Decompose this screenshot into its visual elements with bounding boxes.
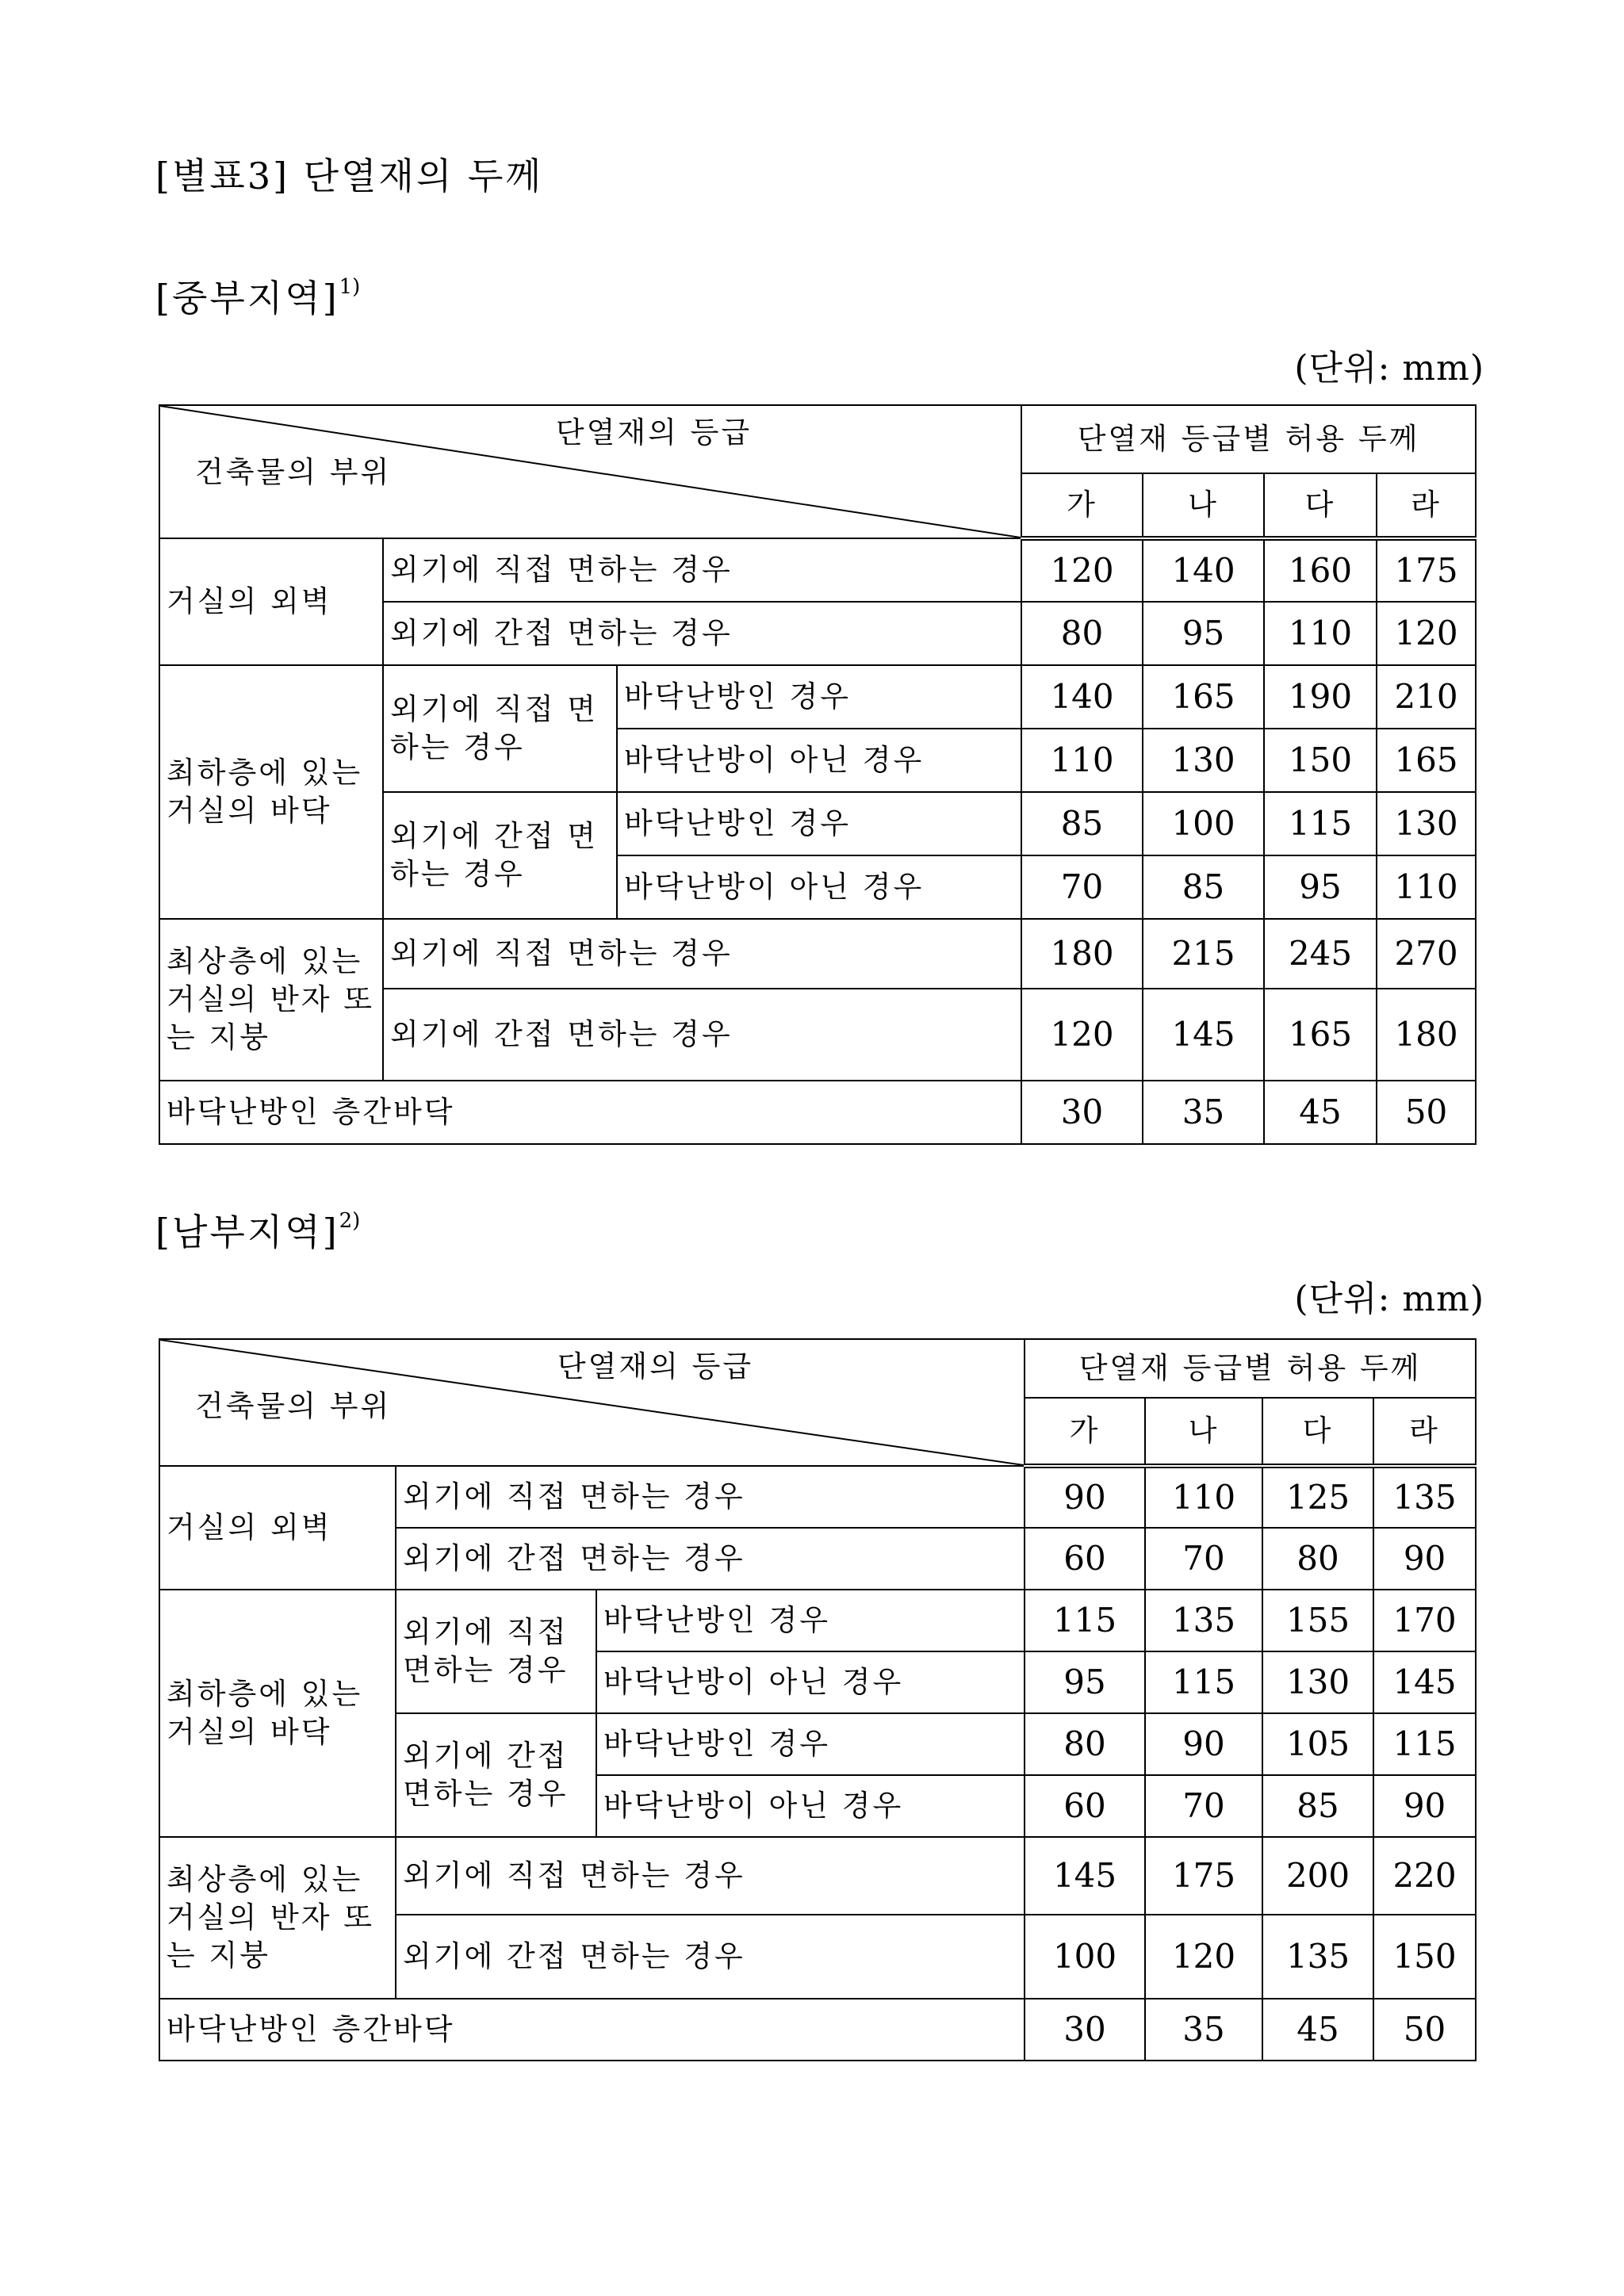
value-cell: 160	[1264, 538, 1377, 602]
central-region-heading	[155, 270, 360, 322]
value-cell: 100	[1143, 792, 1264, 855]
value-cell: 165	[1264, 989, 1377, 1081]
value-cell: 120	[1021, 538, 1143, 602]
central-floor-direct-unheated-label: 바닥난방이 아닌 경우	[617, 729, 1021, 792]
value-cell: 110	[1145, 1466, 1262, 1528]
southern-wall-label: 거실의 외벽	[159, 1466, 396, 1590]
southern-roof-indirect-label: 외기에 간접 면하는 경우	[396, 1915, 1025, 1999]
value-cell: 245	[1264, 919, 1377, 989]
value-cell: 210	[1377, 665, 1476, 729]
value-cell: 150	[1373, 1915, 1476, 1999]
value-cell: 215	[1143, 919, 1264, 989]
value-cell: 220	[1373, 1837, 1476, 1915]
value-cell: 125	[1262, 1466, 1373, 1528]
southern-roof-direct-label: 외기에 직접 면하는 경우	[396, 1837, 1025, 1915]
central-roof-indirect-label: 외기에 간접 면하는 경우	[383, 989, 1021, 1081]
southern-part-label: 건축물의 부위	[195, 1389, 392, 1423]
table-row	[159, 1466, 1476, 1528]
central-thickness-header: 단열재 등급별 허용 두께	[1021, 405, 1476, 473]
value-cell: 45	[1262, 1999, 1373, 2061]
southern-grade-label: 단열재의 등급	[557, 1349, 754, 1383]
value-cell: 190	[1264, 665, 1377, 729]
value-cell: 200	[1262, 1837, 1373, 1915]
southern-wall-indirect-label: 외기에 간접 면하는 경우	[396, 1528, 1025, 1590]
southern-wall-direct-label: 외기에 직접 면하는 경우	[396, 1466, 1025, 1528]
value-cell: 60	[1025, 1528, 1145, 1590]
central-grade-na: 나	[1143, 473, 1264, 538]
value-cell: 130	[1143, 729, 1264, 792]
southern-floor-indirect-heated-label: 바닥난방인 경우	[596, 1713, 1025, 1775]
central-grade-label: 단열재의 등급	[555, 415, 753, 450]
central-floor-indirect-heated-label: 바닥난방인 경우	[617, 792, 1021, 855]
table-row	[159, 1081, 1476, 1144]
value-cell: 50	[1373, 1999, 1476, 2061]
southern-unit-label: (단위: mm)	[1294, 1279, 1484, 1319]
value-cell: 130	[1262, 1651, 1373, 1713]
value-cell: 35	[1143, 1081, 1264, 1144]
central-floor-indirect-label: 외기에 간접 면하는 경우	[383, 792, 617, 919]
value-cell: 165	[1377, 729, 1476, 792]
value-cell: 95	[1143, 602, 1264, 665]
value-cell: 95	[1025, 1651, 1145, 1713]
value-cell: 70	[1145, 1775, 1262, 1837]
value-cell: 270	[1377, 919, 1476, 989]
southern-footnote-mark: 2)	[339, 1209, 361, 1233]
central-roof-label: 최상층에 있는 거실의 반자 또는 지붕	[159, 919, 383, 1081]
central-floor-indirect-unheated-label: 바닥난방이 아닌 경우	[617, 855, 1021, 919]
southern-thickness-table	[159, 1338, 1477, 2061]
central-floor-label: 최하층에 있는 거실의 바닥	[159, 665, 383, 919]
table-row	[159, 919, 1476, 989]
value-cell: 115	[1145, 1651, 1262, 1713]
central-grade-da: 다	[1264, 473, 1377, 538]
value-cell: 100	[1025, 1915, 1145, 1999]
value-cell: 175	[1145, 1837, 1262, 1915]
central-thickness-table	[159, 404, 1477, 1145]
value-cell: 110	[1021, 729, 1143, 792]
central-roof-direct-label: 외기에 직접 면하는 경우	[383, 919, 1021, 989]
value-cell: 35	[1145, 1999, 1262, 2061]
value-cell: 50	[1377, 1081, 1476, 1144]
table-row	[159, 665, 1476, 729]
southern-floor-indirect-unheated-label: 바닥난방이 아닌 경우	[596, 1775, 1025, 1837]
central-footnote-mark: 1)	[339, 275, 361, 299]
value-cell: 145	[1025, 1837, 1145, 1915]
value-cell: 150	[1264, 729, 1377, 792]
value-cell: 85	[1143, 855, 1264, 919]
central-header-diagonal-cell	[159, 405, 1021, 538]
central-interfloor-label: 바닥난방인 층간바닥	[159, 1081, 1021, 1144]
southern-grade-ga: 가	[1025, 1398, 1145, 1466]
value-cell: 140	[1143, 538, 1264, 602]
value-cell: 180	[1377, 989, 1476, 1081]
value-cell: 145	[1373, 1651, 1476, 1713]
value-cell: 120	[1021, 989, 1143, 1081]
value-cell: 60	[1025, 1775, 1145, 1837]
value-cell: 115	[1025, 1590, 1145, 1651]
value-cell: 115	[1264, 792, 1377, 855]
value-cell: 170	[1373, 1590, 1476, 1651]
value-cell: 180	[1021, 919, 1143, 989]
southern-grade-ra: 라	[1373, 1398, 1476, 1466]
value-cell: 85	[1021, 792, 1143, 855]
value-cell: 80	[1262, 1528, 1373, 1590]
value-cell: 110	[1264, 602, 1377, 665]
value-cell: 80	[1025, 1713, 1145, 1775]
value-cell: 45	[1264, 1081, 1377, 1144]
value-cell: 155	[1262, 1590, 1373, 1651]
value-cell: 175	[1377, 538, 1476, 602]
value-cell: 30	[1021, 1081, 1143, 1144]
table-row	[159, 538, 1476, 602]
southern-floor-direct-label: 외기에 직접 면하는 경우	[396, 1590, 596, 1713]
value-cell: 85	[1262, 1775, 1373, 1837]
value-cell: 90	[1025, 1466, 1145, 1528]
southern-region-heading	[155, 1203, 360, 1256]
central-unit-label: (단위: mm)	[1294, 348, 1484, 388]
central-part-label: 건축물의 부위	[195, 455, 392, 489]
table-row	[159, 1590, 1476, 1651]
value-cell: 30	[1025, 1999, 1145, 2061]
value-cell: 90	[1145, 1713, 1262, 1775]
southern-interfloor-label: 바닥난방인 층간바닥	[159, 1999, 1025, 2061]
value-cell: 135	[1262, 1915, 1373, 1999]
value-cell: 115	[1373, 1713, 1476, 1775]
southern-floor-direct-heated-label: 바닥난방인 경우	[596, 1590, 1025, 1651]
southern-thickness-header: 단열재 등급별 허용 두께	[1025, 1339, 1476, 1398]
central-floor-direct-heated-label: 바닥난방인 경우	[617, 665, 1021, 729]
southern-grade-na: 나	[1145, 1398, 1262, 1466]
central-grade-ra: 라	[1377, 473, 1476, 538]
southern-header-diagonal-cell	[159, 1339, 1025, 1466]
value-cell: 130	[1377, 792, 1476, 855]
central-heading-text: [중부지역]	[155, 277, 339, 320]
value-cell: 80	[1021, 602, 1143, 665]
southern-floor-label: 최하층에 있는 거실의 바닥	[159, 1590, 396, 1837]
central-floor-direct-label: 외기에 직접 면하는 경우	[383, 665, 617, 792]
value-cell: 90	[1373, 1775, 1476, 1837]
value-cell: 135	[1373, 1466, 1476, 1528]
central-wall-direct-label: 외기에 직접 면하는 경우	[383, 538, 1021, 602]
central-wall-indirect-label: 외기에 간접 면하는 경우	[383, 602, 1021, 665]
southern-roof-label: 최상층에 있는 거실의 반자 또는 지붕	[159, 1837, 396, 1999]
value-cell: 90	[1373, 1528, 1476, 1590]
table-row	[159, 1837, 1476, 1915]
value-cell: 95	[1264, 855, 1377, 919]
central-grade-ga: 가	[1021, 473, 1143, 538]
value-cell: 120	[1145, 1915, 1262, 1999]
table-row	[159, 1999, 1476, 2061]
central-wall-label: 거실의 외벽	[159, 538, 383, 665]
southern-floor-direct-unheated-label: 바닥난방이 아닌 경우	[596, 1651, 1025, 1713]
value-cell: 165	[1143, 665, 1264, 729]
page-title: [별표3] 단열재의 두께	[155, 155, 543, 197]
southern-grade-da: 다	[1262, 1398, 1373, 1466]
value-cell: 105	[1262, 1713, 1373, 1775]
value-cell: 120	[1377, 602, 1476, 665]
value-cell: 110	[1377, 855, 1476, 919]
southern-heading-text: [남부지역]	[155, 1211, 339, 1253]
southern-floor-indirect-label: 외기에 간접 면하는 경우	[396, 1713, 596, 1837]
value-cell: 140	[1021, 665, 1143, 729]
value-cell: 70	[1145, 1528, 1262, 1590]
value-cell: 70	[1021, 855, 1143, 919]
value-cell: 135	[1145, 1590, 1262, 1651]
value-cell: 145	[1143, 989, 1264, 1081]
